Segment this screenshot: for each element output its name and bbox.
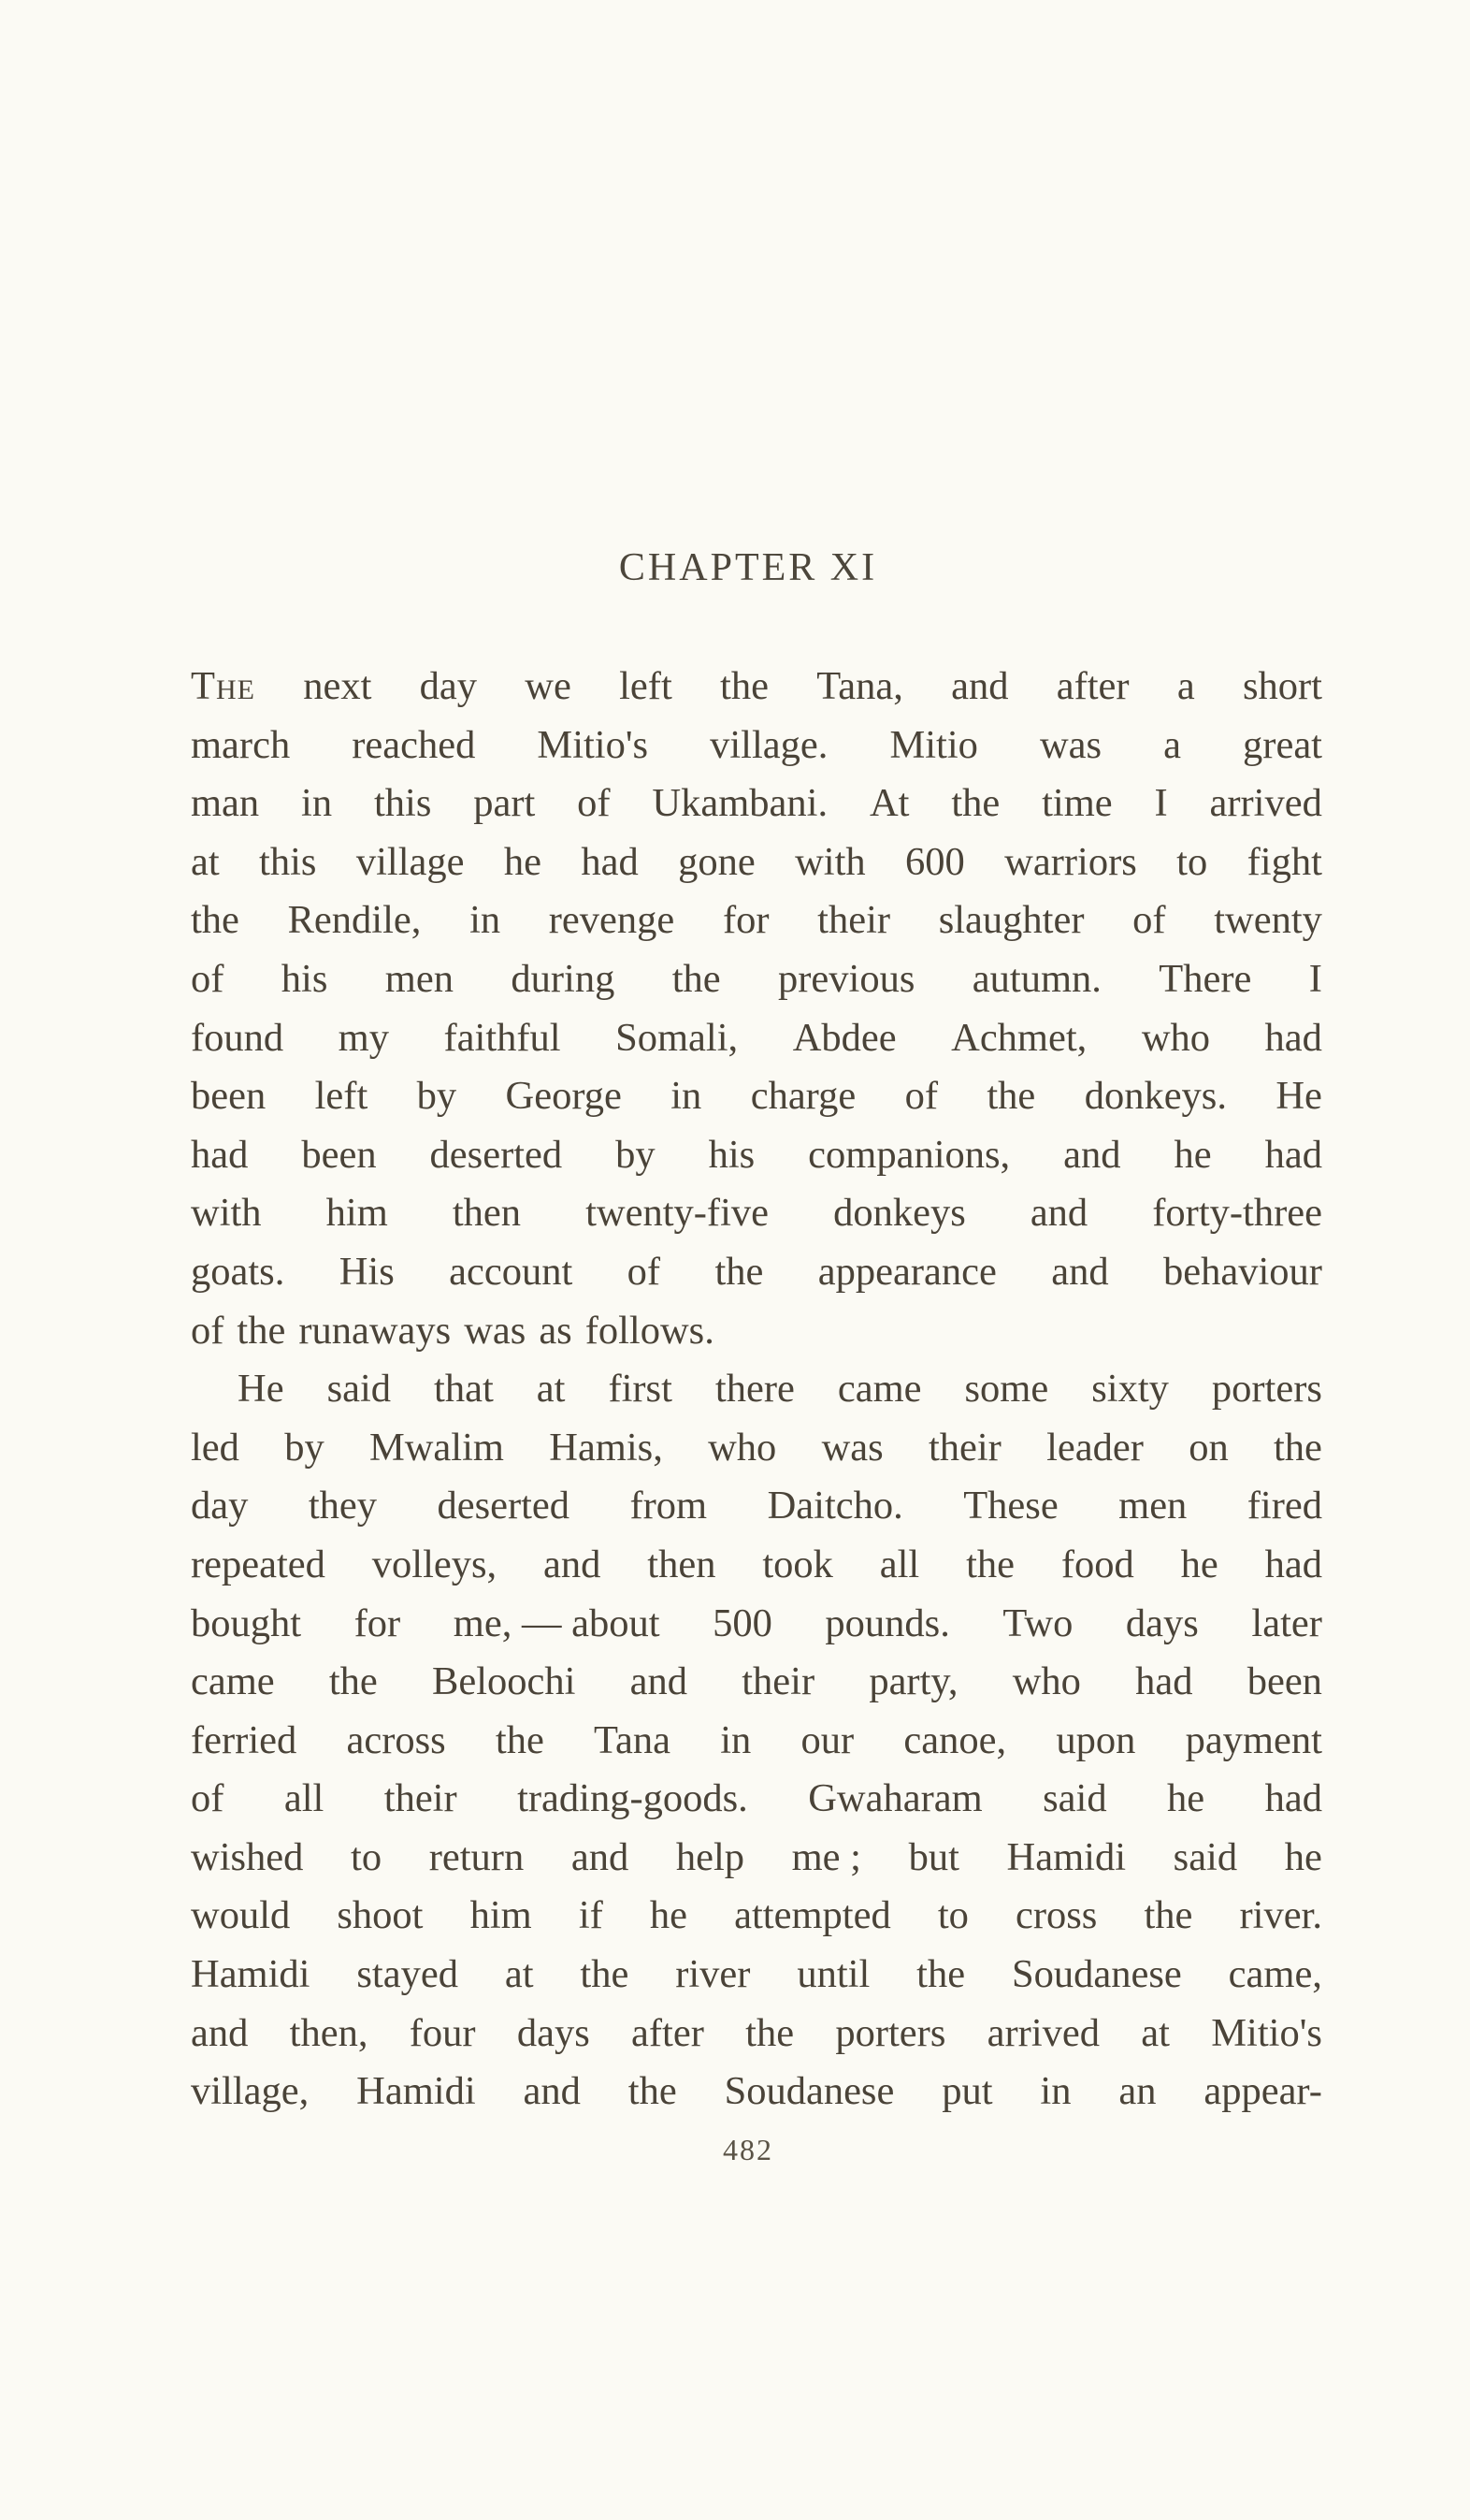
text-word: river: [675, 1952, 751, 1997]
text-word: return: [428, 1834, 525, 1879]
text-word: He: [1275, 1074, 1322, 1119]
text-word: Hamidi: [1006, 1834, 1127, 1879]
text-word: he: [1180, 1542, 1218, 1586]
text-word: Hamidi: [191, 1952, 310, 1997]
text-word: this: [259, 839, 317, 884]
text-word: 500: [713, 1600, 772, 1645]
text-word: 600: [905, 839, 965, 884]
text-word: the: [966, 1542, 1015, 1586]
text-word: help: [675, 1834, 744, 1879]
text-word: man: [191, 781, 260, 826]
text-line: [191, 717, 1322, 775]
text-word: he: [1174, 1132, 1212, 1177]
text-line: [191, 1184, 1322, 1243]
text-word: runaways: [298, 1308, 452, 1353]
text-word: the: [580, 1952, 629, 1997]
text-word: village.: [710, 722, 829, 767]
text-word: from: [629, 1484, 708, 1528]
text-word: been: [191, 1074, 267, 1119]
text-word: that: [434, 1367, 494, 1412]
text-word: all: [879, 1542, 920, 1586]
text-word: twenty-five: [585, 1191, 769, 1236]
text-line: [191, 775, 1322, 833]
text-word: Hamis,: [549, 1425, 663, 1470]
text-word: men: [1118, 1484, 1188, 1528]
text-word: been: [301, 1132, 377, 1177]
text-word: after: [631, 2010, 704, 2055]
text-word: and: [1063, 1132, 1121, 1177]
text-word: of: [904, 1074, 938, 1119]
text-line: [191, 1360, 1322, 1419]
text-word: then,: [289, 2010, 368, 2055]
text-word: to: [1176, 839, 1208, 884]
text-word: took: [762, 1542, 833, 1586]
text-word: and: [951, 664, 1009, 708]
text-word: food: [1060, 1542, 1134, 1586]
text-word: put: [942, 2069, 993, 2114]
text-word: day: [419, 664, 478, 708]
text-word: this: [373, 781, 432, 826]
text-word: had: [191, 1132, 249, 1177]
text-word: the: [191, 898, 239, 943]
text-word: had: [1264, 1776, 1322, 1821]
text-word: pounds.: [825, 1600, 950, 1645]
text-word: Somali,: [615, 1015, 739, 1060]
text-word: as: [539, 1308, 572, 1353]
text-word: our: [800, 1717, 855, 1762]
text-word: forty-three: [1152, 1191, 1322, 1236]
text-word: day: [191, 1484, 249, 1528]
text-line: [191, 1009, 1322, 1068]
text-word: came: [837, 1367, 922, 1412]
text-word: at: [504, 1952, 534, 1997]
text-line: [191, 1536, 1322, 1595]
text-word: his: [281, 956, 328, 1001]
text-word: he: [1284, 1834, 1322, 1879]
text-word: a: [1163, 722, 1181, 767]
text-word: Soudanese: [1011, 1952, 1182, 1997]
text-line: [191, 833, 1322, 892]
text-word: the: [1144, 1893, 1193, 1938]
text-word: been: [1247, 1659, 1322, 1704]
text-word: of: [191, 1308, 224, 1353]
text-word: upon: [1056, 1717, 1136, 1762]
text-word: village,: [191, 2069, 310, 2114]
text-line: [191, 1419, 1322, 1478]
text-word: appearance: [817, 1249, 997, 1294]
text-word: for: [722, 898, 770, 943]
text-word: of: [577, 781, 611, 826]
text-word: Mitio's: [1211, 2010, 1322, 2055]
text-word: until: [797, 1952, 871, 1997]
text-word: arrived: [1209, 781, 1322, 826]
text-word: Tana: [594, 1717, 671, 1762]
text-word: the: [951, 781, 1001, 826]
text-word: had: [1264, 1132, 1322, 1177]
text-word: reached: [352, 722, 476, 767]
text-word: fired: [1247, 1484, 1322, 1528]
text-word: we: [525, 664, 571, 708]
text-word: charge: [750, 1074, 857, 1119]
text-word: to: [937, 1893, 969, 1938]
text-word: later: [1251, 1600, 1322, 1645]
text-word: left: [314, 1074, 368, 1119]
text-word: my: [338, 1015, 389, 1060]
text-word: porters: [1211, 1367, 1322, 1412]
text-word: the: [627, 2069, 677, 2114]
text-word: in: [469, 898, 501, 943]
text-word: sixty: [1091, 1367, 1169, 1412]
text-word: payment: [1185, 1717, 1322, 1762]
text-word: and: [1030, 1191, 1088, 1236]
text-word: I: [1154, 781, 1168, 826]
text-word: bought: [191, 1600, 302, 1645]
text-word: during: [511, 956, 615, 1001]
text-word: at: [1141, 2010, 1170, 2055]
text-word: Hamidi: [356, 2069, 476, 2114]
text-word: Mitio's: [537, 722, 649, 767]
text-word: some: [964, 1367, 1049, 1412]
text-word: leader: [1046, 1425, 1144, 1470]
text-word: their: [817, 898, 891, 943]
text-line: [191, 1067, 1322, 1126]
text-word: slaughter: [938, 898, 1085, 943]
text-word: they: [308, 1484, 377, 1528]
text-word: of: [191, 1776, 224, 1821]
text-word: came,: [1228, 1952, 1322, 1997]
text-word: said: [1043, 1776, 1107, 1821]
text-word: fight: [1247, 839, 1322, 884]
chapter-heading: CHAPTER XI: [618, 546, 878, 589]
text-word: porters: [835, 2010, 946, 2055]
text-word: cross: [1015, 1893, 1098, 1938]
text-word: of: [1132, 898, 1166, 943]
text-word: the: [495, 1717, 544, 1762]
text-word: but: [908, 1834, 959, 1879]
text-word: had: [1264, 1542, 1322, 1586]
text-word: the: [237, 1308, 286, 1353]
text-word: I: [1308, 956, 1322, 1001]
text-word: after: [1056, 664, 1130, 708]
text-word: left: [619, 664, 672, 708]
text-word: great: [1243, 722, 1322, 767]
text-word: account: [449, 1249, 573, 1294]
text-word: a: [1176, 664, 1195, 708]
text-word: He: [238, 1367, 284, 1412]
text-word: the: [671, 956, 721, 1001]
text-word: donkeys.: [1084, 1074, 1227, 1119]
text-word: would: [191, 1893, 291, 1938]
text-word: the: [745, 2010, 795, 2055]
text-word: who: [1141, 1015, 1211, 1060]
text-word: autumn.: [972, 956, 1102, 1001]
text-word: Beloochi: [431, 1659, 576, 1704]
text-word: him: [325, 1191, 388, 1236]
text-word: across: [346, 1717, 446, 1762]
text-word: in: [720, 1717, 752, 1762]
text-word: him: [469, 1893, 532, 1938]
text-word: found: [191, 1015, 284, 1060]
text-word: the: [916, 1952, 966, 1997]
text-word: shoot: [337, 1893, 424, 1938]
text-word: Tana,: [816, 664, 903, 708]
text-word: ferried: [191, 1717, 297, 1762]
text-line: [191, 1712, 1322, 1771]
text-word: had: [1264, 1015, 1322, 1060]
text-word: Mwalim: [368, 1425, 504, 1470]
text-word: with: [191, 1191, 262, 1236]
body-text: [191, 658, 1322, 2122]
text-word: by: [416, 1074, 457, 1119]
text-word: Soudanese: [724, 2069, 895, 2114]
text-word: of: [627, 1249, 661, 1294]
text-word: an: [1118, 2069, 1157, 2114]
text-word: His: [339, 1249, 395, 1294]
text-word: men: [384, 956, 454, 1001]
text-word: twenty: [1214, 898, 1322, 943]
text-word: part: [473, 781, 536, 826]
text-word: volleys,: [371, 1542, 497, 1586]
text-word: next: [303, 664, 372, 708]
text-word: by: [615, 1132, 656, 1177]
text-word: had: [1135, 1659, 1193, 1704]
text-word: their: [742, 1659, 815, 1704]
text-line: [191, 1946, 1322, 2005]
text-line: [191, 1243, 1322, 1302]
text-word: deserted: [437, 1484, 570, 1528]
text-line: [191, 1126, 1322, 1185]
text-word: At: [869, 781, 910, 826]
text-word: appear-: [1203, 2069, 1322, 2114]
text-word: attempted: [734, 1893, 891, 1938]
text-word: said: [1173, 1834, 1238, 1879]
text-word: trading-goods.: [517, 1776, 748, 1821]
text-word: four: [409, 2010, 476, 2055]
text-word: Gwaharam: [808, 1776, 983, 1821]
text-word: march: [191, 722, 291, 767]
text-word: for: [353, 1600, 401, 1645]
text-line: [191, 1887, 1322, 1946]
text-word: of: [191, 956, 224, 1001]
text-word: arrived: [987, 2010, 1100, 2055]
text-word: goats.: [191, 1249, 285, 1294]
text-word: companions,: [808, 1132, 1011, 1177]
text-line: [191, 1477, 1322, 1536]
text-word: the: [328, 1659, 378, 1704]
text-word: in: [1040, 2069, 1072, 2114]
text-word: Daitcho.: [767, 1484, 903, 1528]
text-word: there: [714, 1367, 795, 1412]
text-word: at: [191, 839, 220, 884]
text-word: was: [1039, 722, 1102, 767]
text-word: first: [608, 1367, 672, 1412]
text-word: came: [191, 1659, 275, 1704]
text-word: the: [1273, 1425, 1322, 1470]
text-word: wished: [191, 1834, 304, 1879]
text-word: There: [1159, 956, 1252, 1001]
text-line: [191, 2063, 1322, 2122]
text-word: who: [708, 1425, 777, 1470]
text-word: follows.: [584, 1308, 714, 1353]
text-word: repeated: [191, 1542, 325, 1586]
text-word: me, — about: [453, 1600, 660, 1645]
text-word: said: [326, 1367, 392, 1412]
text-word: behaviour: [1162, 1249, 1322, 1294]
text-line: [191, 1302, 1322, 1361]
text-word: village: [355, 839, 465, 884]
text-line: [191, 1829, 1322, 1888]
text-word: Two: [1002, 1600, 1074, 1645]
text-word: on: [1189, 1425, 1229, 1470]
text-word: time: [1042, 781, 1113, 826]
text-word: the: [714, 1249, 764, 1294]
text-word: in: [301, 781, 333, 826]
text-word: was: [821, 1425, 884, 1470]
text-word: to: [351, 1834, 382, 1879]
text-word: George: [505, 1074, 622, 1119]
text-word: faithful: [443, 1015, 561, 1060]
text-word: The: [191, 664, 255, 708]
text-word: and: [570, 1834, 629, 1879]
text-word: and: [629, 1659, 688, 1704]
text-line: [191, 1595, 1322, 1654]
text-word: the: [720, 664, 769, 708]
text-word: and: [1051, 1249, 1109, 1294]
text-word: with: [795, 839, 866, 884]
text-word: he: [1167, 1776, 1205, 1821]
text-line: [191, 950, 1322, 1009]
text-word: their: [928, 1425, 1002, 1470]
text-word: stayed: [356, 1952, 458, 1997]
page-number: 482: [723, 2133, 773, 2166]
text-word: had: [581, 839, 639, 884]
text-line: [191, 658, 1322, 717]
text-word: he: [503, 839, 541, 884]
text-word: revenge: [548, 898, 675, 943]
text-word: party,: [869, 1659, 958, 1704]
text-word: river.: [1239, 1893, 1322, 1938]
text-word: canoe,: [903, 1717, 1007, 1762]
text-word: Mitio: [889, 722, 978, 767]
text-word: then: [647, 1542, 716, 1586]
text-word: previous: [778, 956, 915, 1001]
text-word: donkeys: [833, 1191, 966, 1236]
text-line: [191, 2005, 1322, 2064]
text-word: then: [452, 1191, 522, 1236]
text-word: and: [191, 2010, 249, 2055]
text-word: in: [670, 1074, 702, 1119]
text-word: and: [523, 2069, 581, 2114]
text-word: who: [1012, 1659, 1081, 1704]
text-word: Ukambani.: [652, 781, 829, 826]
text-word: their: [383, 1776, 457, 1821]
text-word: warriors: [1004, 839, 1137, 884]
text-word: by: [284, 1425, 324, 1470]
text-line: [191, 1653, 1322, 1712]
text-word: me ;: [791, 1834, 861, 1879]
text-word: Rendile,: [287, 898, 422, 943]
text-word: was: [464, 1308, 526, 1353]
text-word: These: [963, 1484, 1059, 1528]
text-word: days: [1125, 1600, 1199, 1645]
text-word: Abdee: [792, 1015, 897, 1060]
text-word: and: [543, 1542, 601, 1586]
text-word: gone: [678, 839, 756, 884]
text-word: short: [1242, 664, 1322, 708]
text-word: at: [536, 1367, 566, 1412]
text-word: he: [649, 1893, 688, 1938]
text-word: his: [708, 1132, 756, 1177]
text-word: if: [578, 1893, 603, 1938]
text-word: all: [283, 1776, 324, 1821]
text-word: led: [191, 1425, 239, 1470]
text-word: the: [987, 1074, 1036, 1119]
text-word: Achmet,: [951, 1015, 1088, 1060]
text-line: [191, 1770, 1322, 1829]
text-word: days: [516, 2010, 590, 2055]
text-word: deserted: [429, 1132, 563, 1177]
text-line: [191, 891, 1322, 950]
